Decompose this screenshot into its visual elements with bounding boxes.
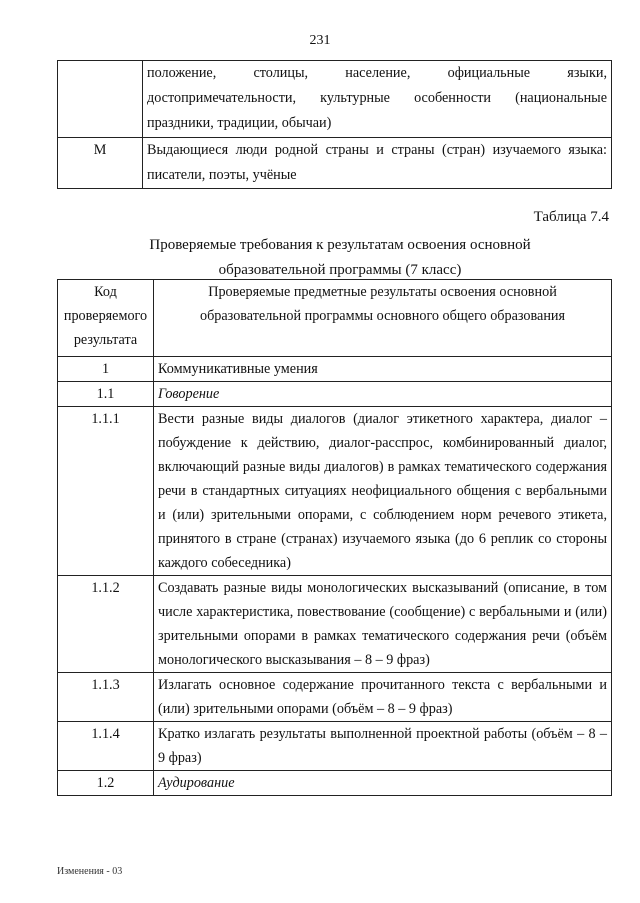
result-cell: Вести разные виды диалогов (диалог этикетного характера, диалог – побуждение к действию, диалог-расспрос, комбинированный диалог, включающий разные виды диалогов) в рамках тематического содержания речи в стандартных ситуациях неофициального общения с вербальными и (или) зрительными опорами, с соблюдением норм речевого этикета, принятого в стране (странах) изучаемого языка (до 6 реплик со стороны каждого собеседника) <box>154 407 612 576</box>
code-cell: М <box>58 138 143 189</box>
page-number: 231 <box>309 33 331 48</box>
topic-cell: положение, столицы, население, официальные языки, достопримечательности, культурные особенности (национальные праздники, традиции, обычаи) <box>143 61 612 138</box>
code-cell: 1.1.1 <box>58 407 154 576</box>
result-cell: Кратко излагать результаты выполненной проектной работы (объём – 8 – 9 фраз) <box>154 722 612 771</box>
code-cell: 1.1.3 <box>58 673 154 722</box>
code-cell: 1 <box>58 357 154 382</box>
table-row <box>58 722 612 771</box>
table-row <box>58 357 612 382</box>
results-column-header: Проверяемые предметные результаты освоения основной образовательной программы основного общего образования <box>154 280 612 357</box>
table-header-row <box>58 280 612 357</box>
table-title-line: Проверяемые требования к результатам освоения основной <box>149 237 531 253</box>
code-cell <box>58 61 143 138</box>
requirements-table <box>57 279 612 796</box>
table-title <box>60 233 620 283</box>
table-row <box>58 771 612 796</box>
code-cell: 1.1.4 <box>58 722 154 771</box>
table-row <box>58 61 612 138</box>
table-row <box>58 138 612 189</box>
result-cell: Коммуникативные умения <box>154 357 612 382</box>
code-cell: 1.1 <box>58 382 154 407</box>
table-row <box>58 576 612 673</box>
continued-topics-table <box>57 60 612 189</box>
code-column-header: Код проверяемого результата <box>58 280 154 357</box>
revision-footer: Изменения - 03 <box>57 866 123 877</box>
topic-cell: Выдающиеся люди родной страны и страны (стран) изучаемого языка: писатели, поэты, учёные <box>143 138 612 189</box>
table-row <box>58 673 612 722</box>
result-cell: Говорение <box>154 382 612 407</box>
result-cell: Излагать основное содержание прочитанного текста с вербальными и (или) зрительными опорами (объём – 8 – 9 фраз) <box>154 673 612 722</box>
table-caption: Таблица 7.4 <box>533 209 609 225</box>
result-cell: Аудирование <box>154 771 612 796</box>
code-cell: 1.2 <box>58 771 154 796</box>
table-title-line: образовательной программы (7 класс) <box>218 262 462 278</box>
code-cell: 1.1.2 <box>58 576 154 673</box>
result-cell: Создавать разные виды монологических высказываний (описание, в том числе характеристика, повествование (сообщение) с вербальными и (или) зрительными опорами в рамках тематического содержания речи (объём монологического высказывания – 8 – 9 фраз) <box>154 576 612 673</box>
table-row <box>58 382 612 407</box>
table-row <box>58 407 612 576</box>
